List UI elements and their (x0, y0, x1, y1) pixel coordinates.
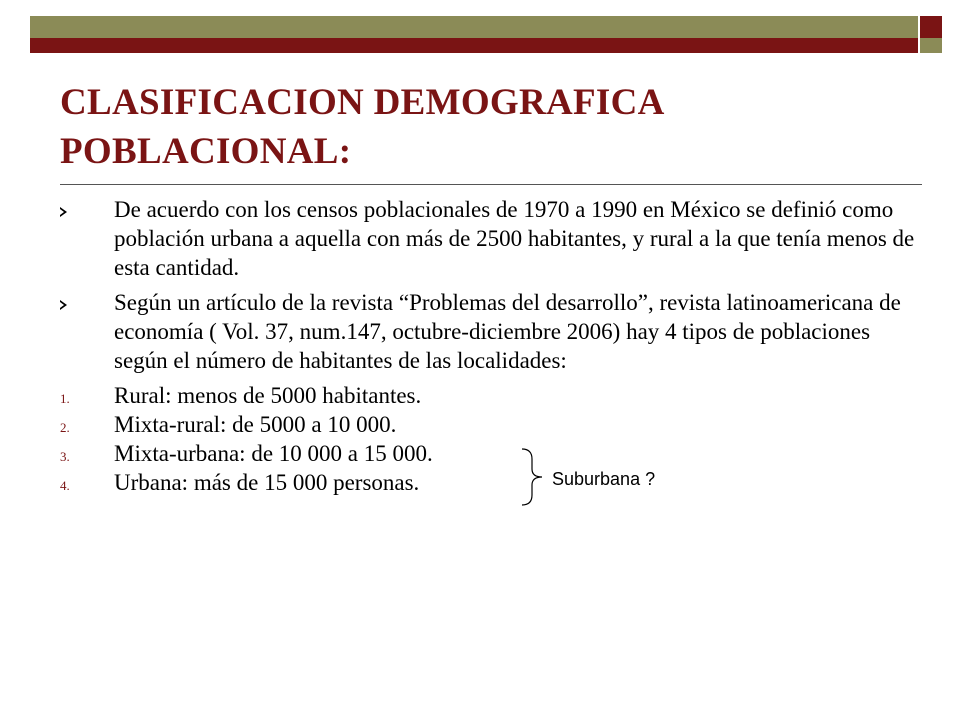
item-text: Urbana: más de 15 000 personas. (114, 470, 420, 495)
header-bar-olive (30, 16, 918, 38)
numbered-item (60, 468, 920, 497)
item-text: Mixta-rural: de 5000 a 10 000. (114, 412, 397, 437)
bullet-text: De acuerdo con los censos poblacionales de 1970 a 1990 en México se definió como población urbana a aquella con más de 2500 habitantes, y rural a la que tenía menos de esta cantidad. (114, 197, 915, 280)
title-line-1: CLASIFICACION DEMOGRAFICA (60, 82, 665, 123)
curly-brace-icon (518, 447, 548, 507)
arrow-bullet-icon (60, 207, 67, 217)
item-text: Rural: menos de 5000 habitantes. (114, 383, 422, 408)
numbered-item (60, 381, 920, 410)
numbered-item (60, 439, 920, 468)
item-number: 2. (60, 420, 70, 435)
slide-title (60, 78, 920, 176)
bullet-item (60, 195, 920, 282)
title-line-2: POBLACIONAL: (60, 131, 352, 172)
header-square-maroon (920, 16, 942, 38)
title-divider (60, 184, 922, 185)
item-number: 4. (60, 478, 70, 493)
slide-body (60, 195, 920, 497)
header-bar-maroon (30, 38, 918, 53)
header-square-olive (920, 38, 942, 53)
arrow-bullet-icon (60, 300, 67, 310)
item-number: 1. (60, 391, 70, 406)
numbered-item (60, 410, 920, 439)
bullet-item (60, 288, 920, 375)
item-number: 3. (60, 449, 70, 464)
annotation-label: Suburbana ? (552, 469, 656, 489)
bullet-text: Según un artículo de la revista “Problemas del desarrollo”, revista latinoamericana de economía ( Vol. 37, num.147, octubre-diciembre 2006) hay 4 tipos de poblaciones según el número de habitantes de las localidades: (114, 290, 901, 373)
item-text: Mixta-urbana: de 10 000 a 15 000. (114, 441, 433, 466)
